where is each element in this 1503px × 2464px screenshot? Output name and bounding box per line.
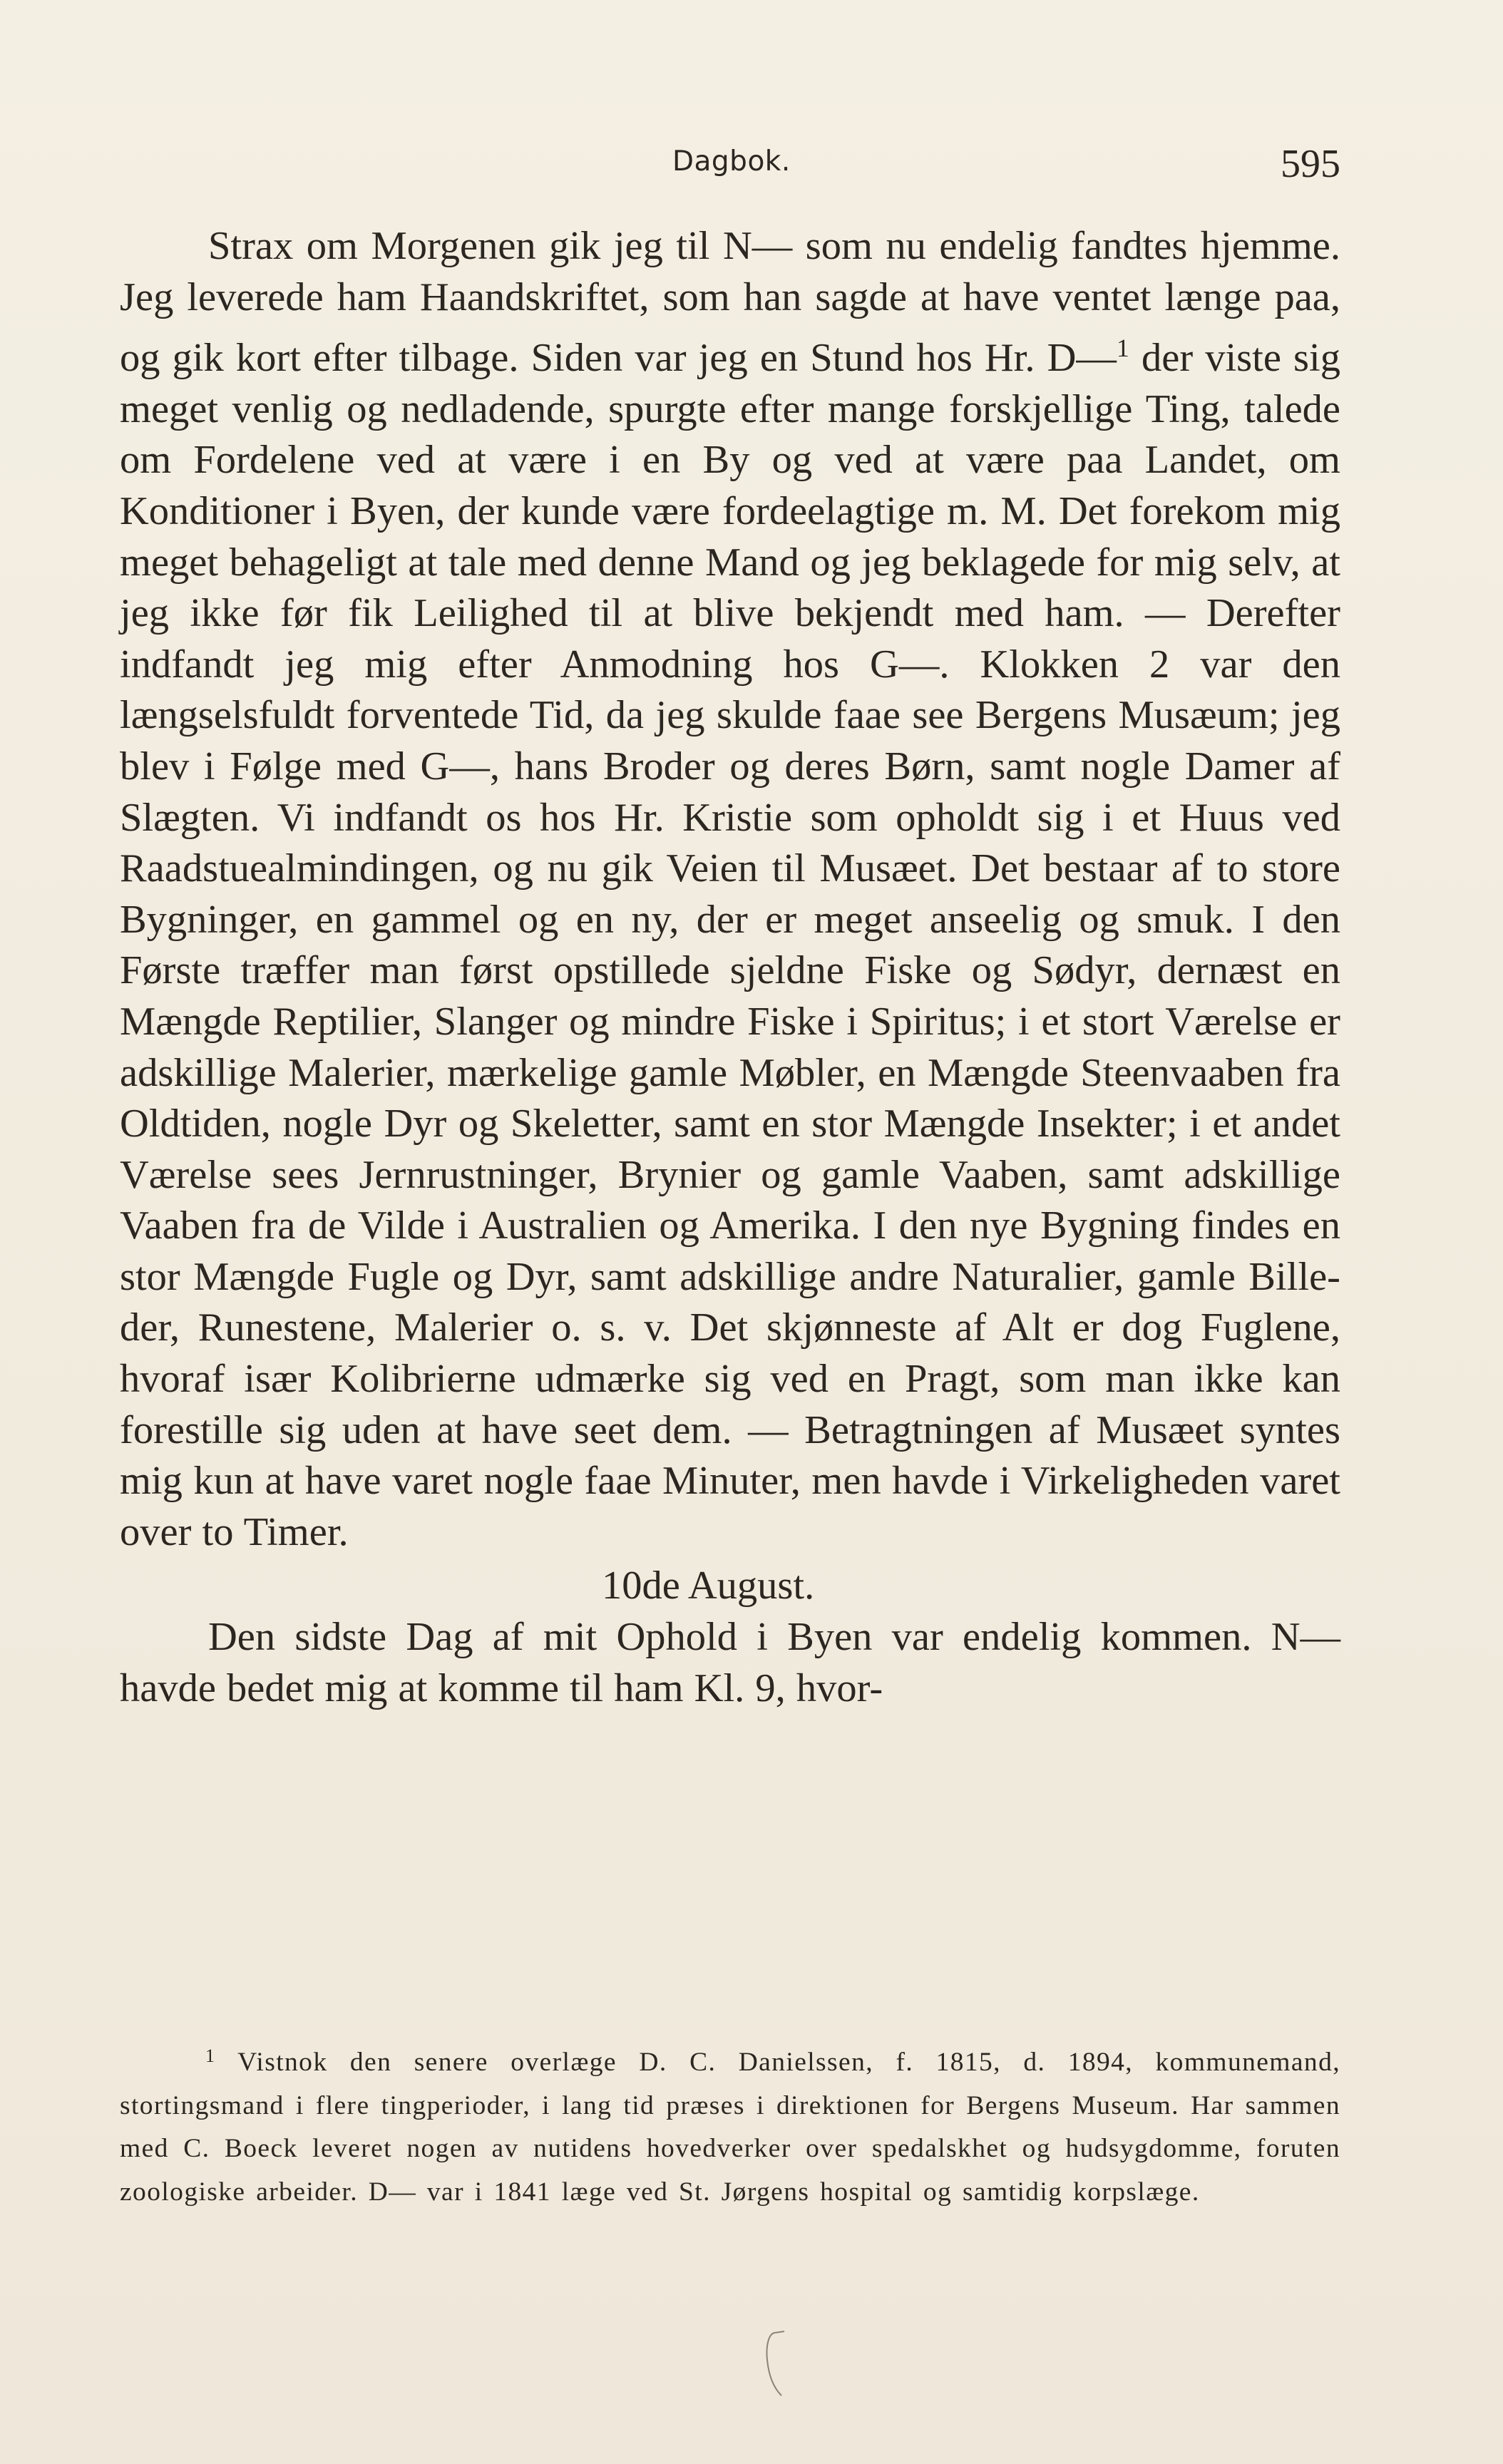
footnote [120, 2035, 1340, 2214]
page-number: 595 [1281, 142, 1340, 186]
footnote-marker: 1 [205, 2045, 216, 2066]
page-header [120, 142, 1340, 195]
footnote-reference[interactable]: 1 [1116, 334, 1129, 363]
footnotes [120, 2035, 1340, 2214]
running-head: Dagbok. [672, 145, 791, 178]
diary-paragraph-next: Den sidste Dag af mit Ophold i Byen var endelig kommen. N— havde bedet mig at komme til ham Kl. 9, hvor- [120, 1615, 1340, 1710]
date-heading: 10de August. [602, 1564, 815, 1608]
footnote-text: Vistnok den senere overlæge D. C. Danielssen, f. 1815, d. 1894, kommunemand, stortingsmand i flere tingperioder, i lang tid præses i direktionen for Bergens Museum. Har sammen med C. Boeck leveret nogen av nutidens hovedverker over spedalskhet og hudsygdomme, foruten zoologiske arbeider. D— var i 1841 læge ved St. Jørgens hospital og samtidig korpslæge. [120, 2048, 1340, 2207]
paragraph-text-continued: der viste sig meget venlig og nedladende, spurgte efter mange forskjellige Ting, talede om Fordelene ved at være i en By og ved at være paa Landet, om Konditioner i Byen, der kunde være fordeelagtige m. M. Det forekom mig meget behageligt at tale med denne Mand og jeg beklagede for mig selv, at jeg ikke før fik Leilighed til at blive bekjendt med ham. — Derefter indfandt jeg mig efter Anmodning hos G—. Klokken 2 var den længselsfuldt forventede Tid, da jeg skulde faae see Bergens Musæum; jeg blev i Følge med G—, hans Broder og deres Børn, samt nogle Damer af Slægten. Vi indfandt os hos Hr. Kristie som opholdt sig i et Huus ved Raadstuealmindingen, og nu gik Veien til Musæet. Det bestaar af to store Bygninger, en gammel og en ny, der er meget anseelig og smuk. I den Første træffer man først opstillede sjeldne Fiske og Sødyr, dernæst en Mængde Reptilier, Slanger og mindre Fiske i Spiritus; i et stort Værelse er adskillige Malerier, mærkelige gamle Møbler, en Mængde Steenvaaben fra Oldtiden, nogle Dyr og Skeletter, samt en stor Mængde Insekter; i et andet Værelse sees Jernrustninger, Brynier og gamle Vaaben, samt adskillige Vaaben fra de Vilde i Australien og Amerika. I den nye Bygning findes en stor Mængde Fugle og Dyr, samt adskillige andre Naturalier, gamle Billeder, Runestene, Malerier o. s. v. Det skjønneste af Alt er dog Fuglene, hvoraf især Kolibrierne udmærke sig ved en Pragt, som man ikke kan forestille sig uden at have seet dem. — Betragtningen af Musæet syntes mig kun at have varet nogle faae Minuter, men havde i Virkeligheden varet over to Timer. [120, 336, 1340, 1554]
pencil-mark-icon [759, 2324, 801, 2403]
main-text [120, 221, 1340, 1714]
diary-paragraph [120, 221, 1340, 1558]
paragraph-text: Strax om Morgenen gik jeg til N— som nu endelig fandtes hjemme. Jeg leverede ham Haandskriftet, som han sagde at have ventet længe paa, og gik kort efter tilbage. Siden var jeg en Stund hos Hr. D— [120, 224, 1340, 381]
